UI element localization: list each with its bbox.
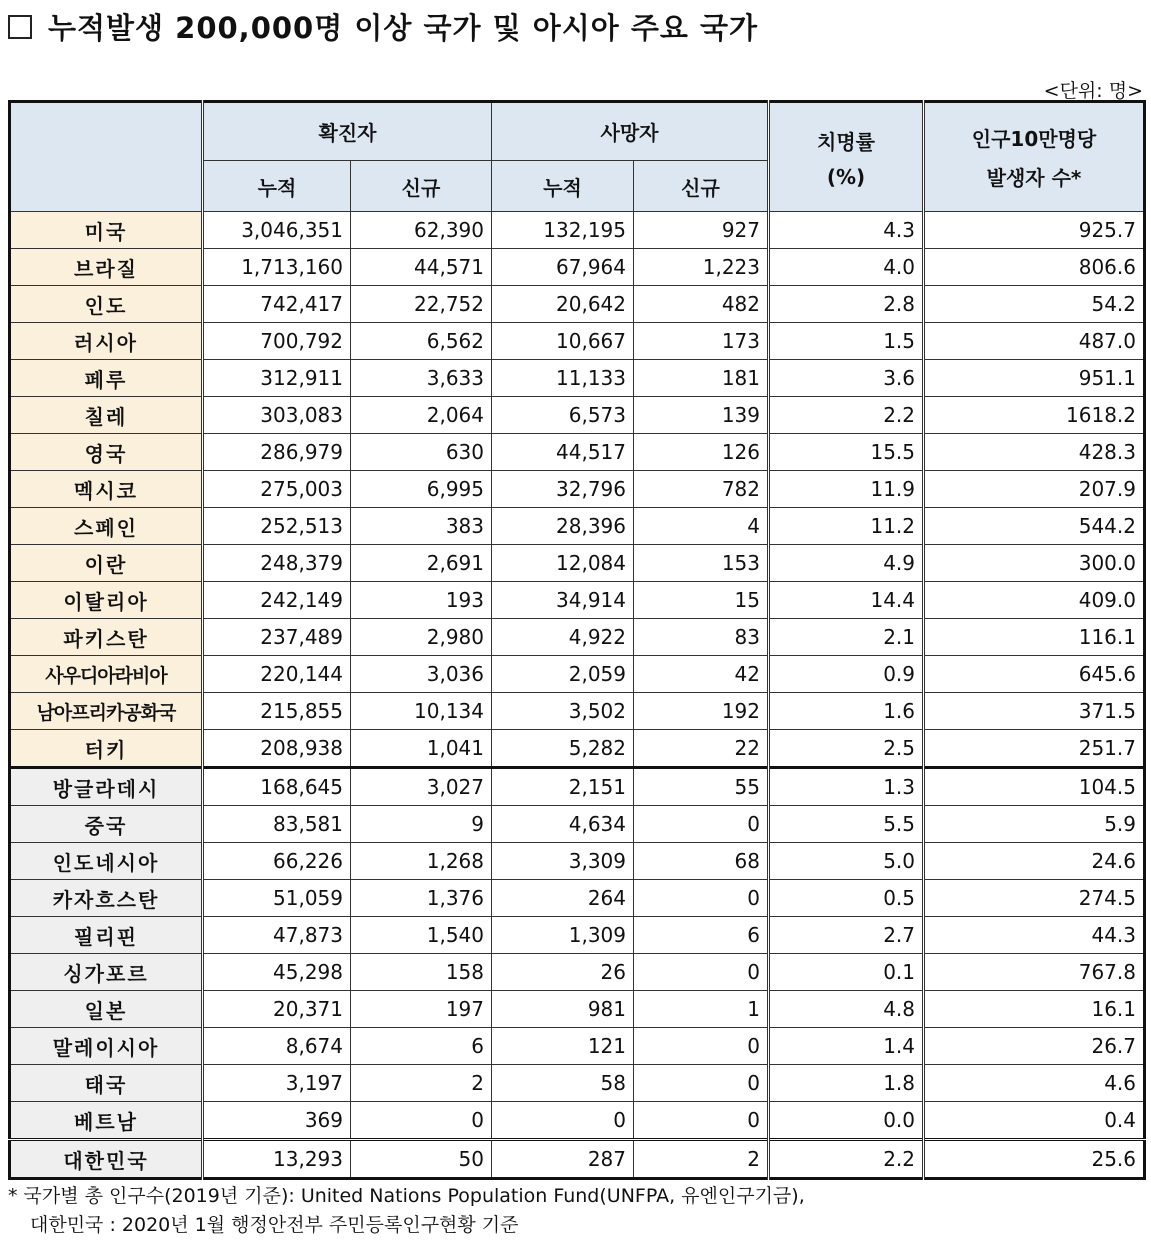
- table-row: [10, 768, 1145, 806]
- cell-fatality-rate: 1.5: [769, 323, 924, 360]
- cell-confirmed-new: 22,752: [351, 286, 492, 323]
- cell-deaths-cumulative: 0: [492, 1102, 634, 1140]
- title-row: [8, 6, 758, 46]
- cell-deaths-cumulative: 58: [492, 1065, 634, 1102]
- cell-deaths-cumulative: 3,502: [492, 693, 634, 730]
- cell-fatality-rate: 0.0: [769, 1102, 924, 1140]
- cell-fatality-rate: 5.5: [769, 806, 924, 843]
- cell-fatality-rate: 2.1: [769, 619, 924, 656]
- cell-deaths-new: 4: [634, 508, 769, 545]
- table-row: [10, 397, 1145, 434]
- cell-deaths-cumulative: 5,282: [492, 730, 634, 768]
- unit-label: <단위: 명>: [1043, 80, 1143, 102]
- table-row: [10, 1028, 1145, 1065]
- cell-fatality-rate: 15.5: [769, 434, 924, 471]
- cell-country: 터키: [10, 730, 203, 768]
- cell-country: 브라질: [10, 249, 203, 286]
- cell-deaths-cumulative: 132,195: [492, 212, 634, 249]
- cell-deaths-new: 0: [634, 1102, 769, 1140]
- cell-confirmed-new: 62,390: [351, 212, 492, 249]
- cell-deaths-cumulative: 2,151: [492, 768, 634, 806]
- table-row: [10, 582, 1145, 619]
- cell-per100k: 487.0: [924, 323, 1145, 360]
- cell-fatality-rate: 0.5: [769, 880, 924, 917]
- cell-country: 싱가포르: [10, 954, 203, 991]
- table-row: [10, 880, 1145, 917]
- cell-country: 페루: [10, 360, 203, 397]
- table-row: [10, 730, 1145, 768]
- header-per100k-line2: 발생자 수*: [986, 166, 1082, 190]
- cell-confirmed-new: 193: [351, 582, 492, 619]
- cell-confirmed-new: 2: [351, 1065, 492, 1102]
- cell-per100k: 44.3: [924, 917, 1145, 954]
- header-fatality-rate: [769, 102, 924, 212]
- footnote-line1: * 국가별 총 인구수(2019년 기준): United Nations Population Fund(UNFPA, 유엔인구기금),: [8, 1185, 805, 1207]
- cell-confirmed-cumulative: 66,226: [203, 843, 351, 880]
- table-row: [10, 545, 1145, 582]
- cell-per100k: 24.6: [924, 843, 1145, 880]
- checkbox-square-icon: [8, 15, 32, 39]
- cell-confirmed-cumulative: 45,298: [203, 954, 351, 991]
- cell-confirmed-new: 1,041: [351, 730, 492, 768]
- cell-confirmed-new: 2,691: [351, 545, 492, 582]
- cell-deaths-cumulative: 11,133: [492, 360, 634, 397]
- cell-deaths-cumulative: 6,573: [492, 397, 634, 434]
- cell-per100k: 806.6: [924, 249, 1145, 286]
- cell-per100k: 54.2: [924, 286, 1145, 323]
- cell-confirmed-new: 10,134: [351, 693, 492, 730]
- cell-confirmed-cumulative: 248,379: [203, 545, 351, 582]
- cell-deaths-new: 181: [634, 360, 769, 397]
- cell-per100k: 116.1: [924, 619, 1145, 656]
- cell-deaths-new: 68: [634, 843, 769, 880]
- cell-confirmed-cumulative: 700,792: [203, 323, 351, 360]
- cell-country: 일본: [10, 991, 203, 1028]
- cell-confirmed-new: 6,562: [351, 323, 492, 360]
- cell-confirmed-cumulative: 215,855: [203, 693, 351, 730]
- cell-deaths-new: 6: [634, 917, 769, 954]
- cell-country: 말레이시아: [10, 1028, 203, 1065]
- cell-fatality-rate: 4.3: [769, 212, 924, 249]
- cell-deaths-cumulative: 28,396: [492, 508, 634, 545]
- header-fatality-line2: (%): [826, 164, 866, 189]
- cell-per100k: 371.5: [924, 693, 1145, 730]
- cell-country: 멕시코: [10, 471, 203, 508]
- cell-confirmed-cumulative: 13,293: [203, 1140, 351, 1179]
- cell-confirmed-cumulative: 208,938: [203, 730, 351, 768]
- cell-deaths-cumulative: 121: [492, 1028, 634, 1065]
- header-confirmed: 확진자: [203, 102, 492, 161]
- cell-country: 남아프리카공화국: [10, 693, 203, 730]
- table-row: [10, 212, 1145, 249]
- cell-fatality-rate: 2.2: [769, 1140, 924, 1179]
- cell-confirmed-new: 3,633: [351, 360, 492, 397]
- cell-deaths-cumulative: 26: [492, 954, 634, 991]
- cell-fatality-rate: 0.1: [769, 954, 924, 991]
- header-per100k-line1: 인구10만명당: [971, 127, 1097, 151]
- cell-per100k: 645.6: [924, 656, 1145, 693]
- cell-deaths-new: 0: [634, 1028, 769, 1065]
- cell-country: 이란: [10, 545, 203, 582]
- cell-confirmed-cumulative: 168,645: [203, 768, 351, 806]
- cell-country: 파키스탄: [10, 619, 203, 656]
- cell-confirmed-cumulative: 51,059: [203, 880, 351, 917]
- cell-deaths-cumulative: 4,922: [492, 619, 634, 656]
- cell-confirmed-new: 44,571: [351, 249, 492, 286]
- cell-country: 사우디아라비아: [10, 656, 203, 693]
- cell-confirmed-new: 3,027: [351, 768, 492, 806]
- cell-fatality-rate: 11.9: [769, 471, 924, 508]
- table-row: [10, 991, 1145, 1028]
- cell-confirmed-new: 1,376: [351, 880, 492, 917]
- cell-fatality-rate: 2.2: [769, 397, 924, 434]
- cell-country: 인도: [10, 286, 203, 323]
- cell-confirmed-new: 383: [351, 508, 492, 545]
- cell-deaths-new: 173: [634, 323, 769, 360]
- cell-per100k: 5.9: [924, 806, 1145, 843]
- cell-fatality-rate: 4.9: [769, 545, 924, 582]
- cell-fatality-rate: 5.0: [769, 843, 924, 880]
- cell-deaths-cumulative: 32,796: [492, 471, 634, 508]
- cell-deaths-new: 2: [634, 1140, 769, 1179]
- table-row: [10, 1065, 1145, 1102]
- table-row: [10, 1102, 1145, 1140]
- header-fatality-line1: 치명률: [817, 129, 875, 154]
- cell-deaths-new: 0: [634, 880, 769, 917]
- cell-confirmed-cumulative: 242,149: [203, 582, 351, 619]
- cell-per100k: 16.1: [924, 991, 1145, 1028]
- cell-confirmed-cumulative: 47,873: [203, 917, 351, 954]
- cell-confirmed-new: 50: [351, 1140, 492, 1179]
- cell-deaths-cumulative: 287: [492, 1140, 634, 1179]
- cell-deaths-cumulative: 10,667: [492, 323, 634, 360]
- cell-deaths-new: 1: [634, 991, 769, 1028]
- cell-confirmed-new: 2,064: [351, 397, 492, 434]
- header-country: [10, 102, 203, 212]
- cell-fatality-rate: 2.8: [769, 286, 924, 323]
- cell-country: 중국: [10, 806, 203, 843]
- cell-deaths-cumulative: 3,309: [492, 843, 634, 880]
- cell-confirmed-cumulative: 275,003: [203, 471, 351, 508]
- cell-fatality-rate: 1.8: [769, 1065, 924, 1102]
- cell-deaths-new: 83: [634, 619, 769, 656]
- cell-confirmed-cumulative: 252,513: [203, 508, 351, 545]
- cell-country: 칠레: [10, 397, 203, 434]
- header-confirmed-new: 신규: [351, 161, 492, 212]
- cell-deaths-new: 139: [634, 397, 769, 434]
- footnote: [8, 1182, 805, 1240]
- cell-fatality-rate: 2.5: [769, 730, 924, 768]
- cell-deaths-new: 55: [634, 768, 769, 806]
- cell-fatality-rate: 4.8: [769, 991, 924, 1028]
- cell-deaths-new: 15: [634, 582, 769, 619]
- header-confirmed-cumulative: 누적: [203, 161, 351, 212]
- header-deaths: 사망자: [492, 102, 769, 161]
- cell-deaths-new: 0: [634, 954, 769, 991]
- cell-per100k: 300.0: [924, 545, 1145, 582]
- table-row: [10, 508, 1145, 545]
- cell-deaths-cumulative: 1,309: [492, 917, 634, 954]
- cell-fatality-rate: 0.9: [769, 656, 924, 693]
- table-row: [10, 249, 1145, 286]
- table-body: [10, 212, 1145, 1179]
- cell-fatality-rate: 1.3: [769, 768, 924, 806]
- table-row: [10, 434, 1145, 471]
- cell-confirmed-new: 1,268: [351, 843, 492, 880]
- cell-fatality-rate: 14.4: [769, 582, 924, 619]
- cell-fatality-rate: 1.6: [769, 693, 924, 730]
- cell-confirmed-new: 158: [351, 954, 492, 991]
- table-row: [10, 1140, 1145, 1179]
- cell-deaths-new: 192: [634, 693, 769, 730]
- cell-per100k: 104.5: [924, 768, 1145, 806]
- cell-deaths-cumulative: 20,642: [492, 286, 634, 323]
- cell-per100k: 767.8: [924, 954, 1145, 991]
- cell-per100k: 1618.2: [924, 397, 1145, 434]
- cell-per100k: 207.9: [924, 471, 1145, 508]
- header-per100k: [924, 102, 1145, 212]
- cell-confirmed-cumulative: 3,046,351: [203, 212, 351, 249]
- cell-per100k: 925.7: [924, 212, 1145, 249]
- table-row: [10, 693, 1145, 730]
- cell-country: 대한민국: [10, 1140, 203, 1179]
- cell-deaths-new: 0: [634, 1065, 769, 1102]
- cell-confirmed-cumulative: 3,197: [203, 1065, 351, 1102]
- cell-per100k: 251.7: [924, 730, 1145, 768]
- header-deaths-cumulative: 누적: [492, 161, 634, 212]
- cell-deaths-new: 0: [634, 806, 769, 843]
- cell-per100k: 0.4: [924, 1102, 1145, 1140]
- cell-country: 방글라데시: [10, 768, 203, 806]
- cell-confirmed-new: 6,995: [351, 471, 492, 508]
- table-row: [10, 806, 1145, 843]
- cell-confirmed-cumulative: 312,911: [203, 360, 351, 397]
- cell-confirmed-cumulative: 20,371: [203, 991, 351, 1028]
- cell-deaths-new: 42: [634, 656, 769, 693]
- cell-deaths-cumulative: 4,634: [492, 806, 634, 843]
- table-row: [10, 843, 1145, 880]
- cell-confirmed-cumulative: 237,489: [203, 619, 351, 656]
- cell-deaths-new: 927: [634, 212, 769, 249]
- cell-deaths-new: 782: [634, 471, 769, 508]
- cell-deaths-cumulative: 2,059: [492, 656, 634, 693]
- cell-confirmed-cumulative: 1,713,160: [203, 249, 351, 286]
- cell-country: 필리핀: [10, 917, 203, 954]
- cell-country: 카자흐스탄: [10, 880, 203, 917]
- cell-per100k: 544.2: [924, 508, 1145, 545]
- cell-per100k: 274.5: [924, 880, 1145, 917]
- cell-deaths-cumulative: 12,084: [492, 545, 634, 582]
- cell-fatality-rate: 4.0: [769, 249, 924, 286]
- cell-confirmed-new: 197: [351, 991, 492, 1028]
- cell-confirmed-new: 2,980: [351, 619, 492, 656]
- cell-per100k: 951.1: [924, 360, 1145, 397]
- cell-confirmed-new: 630: [351, 434, 492, 471]
- cell-per100k: 26.7: [924, 1028, 1145, 1065]
- covid-stats-table: [8, 100, 1146, 1180]
- cell-country: 이탈리아: [10, 582, 203, 619]
- cell-deaths-new: 153: [634, 545, 769, 582]
- cell-country: 태국: [10, 1065, 203, 1102]
- cell-country: 베트남: [10, 1102, 203, 1140]
- cell-country: 영국: [10, 434, 203, 471]
- cell-country: 스페인: [10, 508, 203, 545]
- table-row: [10, 917, 1145, 954]
- cell-fatality-rate: 11.2: [769, 508, 924, 545]
- page-title: 누적발생 200,000명 이상 국가 및 아시아 주요 국가: [48, 10, 758, 45]
- cell-deaths-new: 1,223: [634, 249, 769, 286]
- cell-deaths-cumulative: 67,964: [492, 249, 634, 286]
- cell-confirmed-cumulative: 286,979: [203, 434, 351, 471]
- table-row: [10, 656, 1145, 693]
- table-row: [10, 323, 1145, 360]
- cell-per100k: 428.3: [924, 434, 1145, 471]
- cell-fatality-rate: 2.7: [769, 917, 924, 954]
- cell-deaths-cumulative: 981: [492, 991, 634, 1028]
- cell-deaths-new: 482: [634, 286, 769, 323]
- cell-confirmed-cumulative: 742,417: [203, 286, 351, 323]
- cell-deaths-cumulative: 44,517: [492, 434, 634, 471]
- cell-per100k: 25.6: [924, 1140, 1145, 1179]
- cell-country: 인도네시아: [10, 843, 203, 880]
- table-row: [10, 471, 1145, 508]
- cell-fatality-rate: 3.6: [769, 360, 924, 397]
- cell-deaths-cumulative: 264: [492, 880, 634, 917]
- cell-confirmed-new: 9: [351, 806, 492, 843]
- table-row: [10, 619, 1145, 656]
- table-row: [10, 286, 1145, 323]
- cell-confirmed-cumulative: 8,674: [203, 1028, 351, 1065]
- cell-confirmed-cumulative: 303,083: [203, 397, 351, 434]
- cell-confirmed-new: 0: [351, 1102, 492, 1140]
- cell-country: 미국: [10, 212, 203, 249]
- cell-deaths-new: 22: [634, 730, 769, 768]
- cell-per100k: 4.6: [924, 1065, 1145, 1102]
- cell-confirmed-cumulative: 220,144: [203, 656, 351, 693]
- cell-country: 러시아: [10, 323, 203, 360]
- cell-deaths-cumulative: 34,914: [492, 582, 634, 619]
- footnote-line2: 대한민국 : 2020년 1월 행정안전부 주민등록인구현황 기준: [30, 1214, 519, 1236]
- cell-confirmed-new: 6: [351, 1028, 492, 1065]
- cell-deaths-new: 126: [634, 434, 769, 471]
- cell-confirmed-new: 1,540: [351, 917, 492, 954]
- cell-confirmed-cumulative: 369: [203, 1102, 351, 1140]
- cell-confirmed-cumulative: 83,581: [203, 806, 351, 843]
- header-deaths-new: 신규: [634, 161, 769, 212]
- table-row: [10, 360, 1145, 397]
- cell-fatality-rate: 1.4: [769, 1028, 924, 1065]
- cell-per100k: 409.0: [924, 582, 1145, 619]
- table-row: [10, 954, 1145, 991]
- cell-confirmed-new: 3,036: [351, 656, 492, 693]
